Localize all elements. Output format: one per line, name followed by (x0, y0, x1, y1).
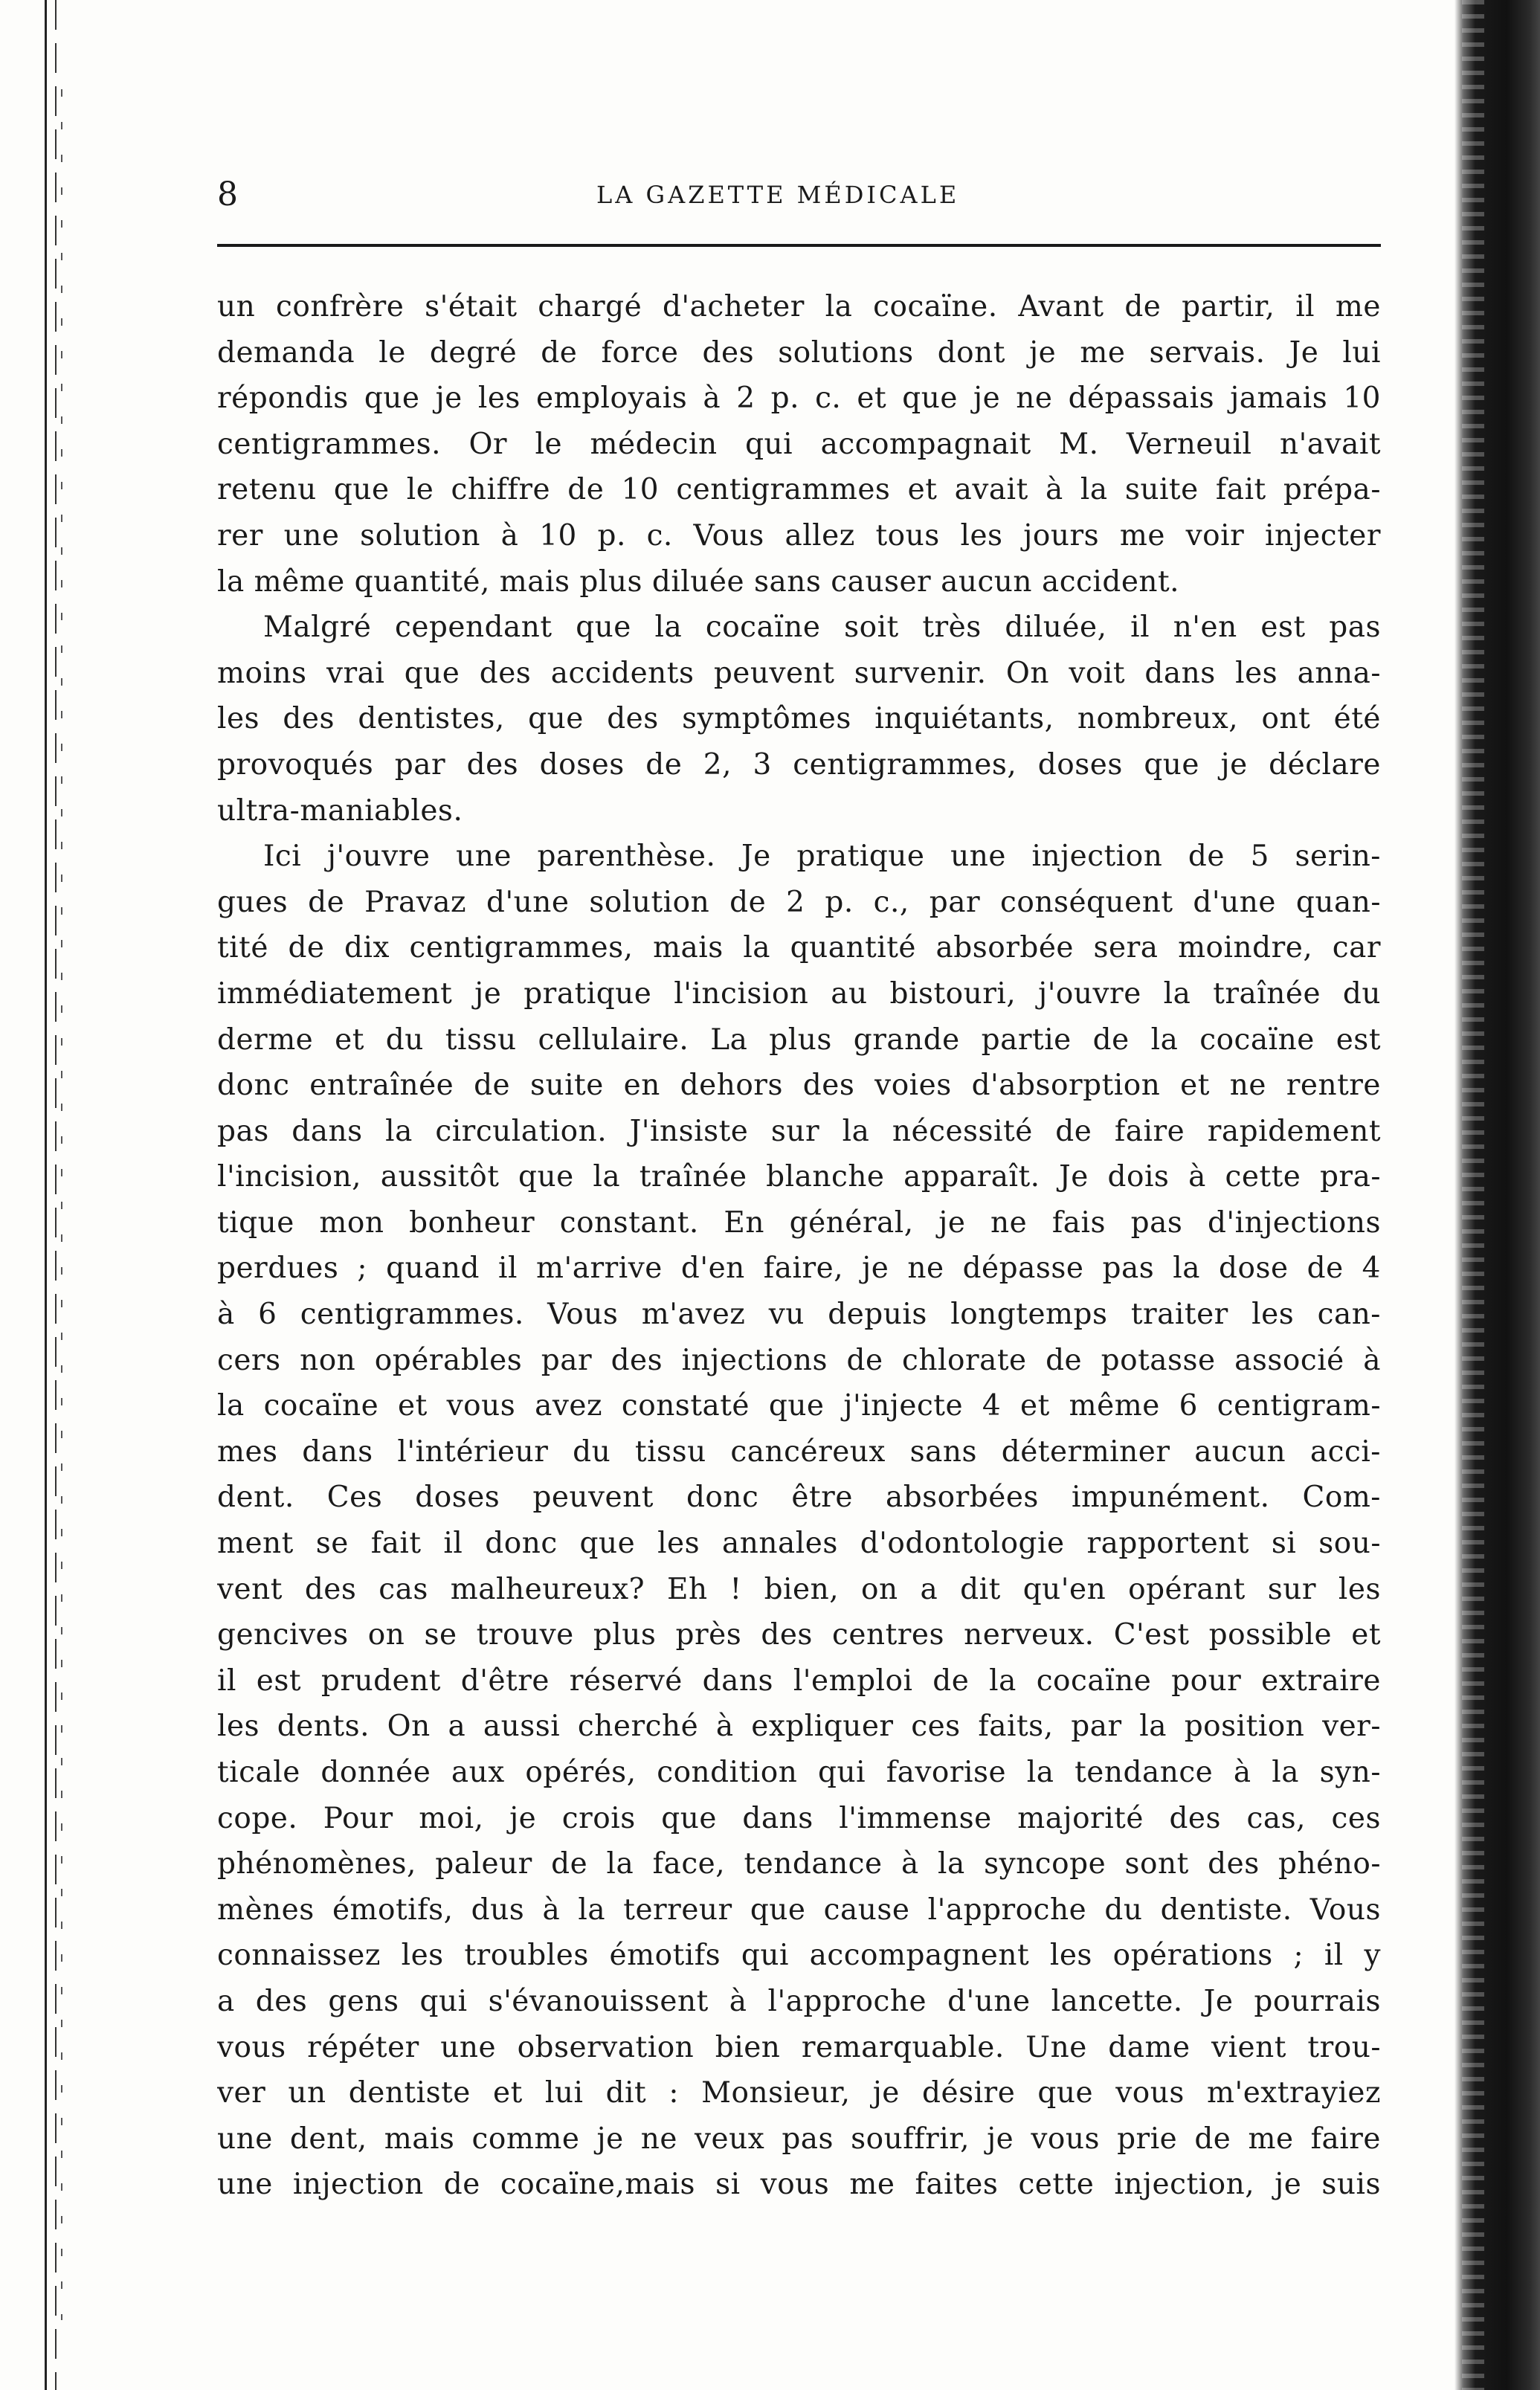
binding-edge-specks (61, 89, 62, 2320)
left-scan-margin (0, 0, 71, 2390)
text-line: une dent, mais comme je ne veux pas souffrir, je vous prie de me faire (217, 2122, 1381, 2156)
text-line: cope. Pour moi, je crois que dans l'immense majorité des cas, ces (217, 1801, 1381, 1835)
text-line: derme et du tissu cellulaire. La plus grande partie de la cocaïne est (217, 1022, 1381, 1057)
text-line: un confrère s'était chargé d'acheter la cocaïne. Avant de partir, il me (217, 290, 1381, 323)
text-line: il est prudent d'être réservé dans l'emploi de la cocaïne pour extraire (217, 1663, 1381, 1698)
text-line: rer une solution à 10 p. c. Vous allez tous les jours me voir injecter (217, 518, 1381, 553)
text-line: vent des cas malheureux? Eh ! bien, on a dit qu'en opérant sur les (217, 1572, 1381, 1606)
text-line: retenu que le chiffre de 10 centigrammes et avait à la suite fait prépa- (217, 473, 1381, 507)
text-line: mes dans l'intérieur du tissu cancéreux sans déterminer aucun acci- (217, 1434, 1381, 1469)
text-line: perdues ; quand il m'arrive d'en faire, je ne dépasse pas la dose de 4 (217, 1252, 1381, 1286)
text-line: provoqués par des doses de 2, 3 centigrammes, doses que je déclare (217, 747, 1381, 782)
text-line: a des gens qui s'évanouissent à l'approche d'une lancette. Je pourrais (217, 1984, 1381, 2018)
text-line: ment se fait il donc que les annales d'odontologie rapportent si sou- (217, 1527, 1381, 1561)
text-line: phénomènes, paleur de la face, tendance à la syncope sont des phéno- (217, 1847, 1381, 1881)
text-line: les dents. On a aussi cherché à expliquer ces faits, par la position ver- (217, 1710, 1381, 1744)
text-line: gencives on se trouve plus près des centres nerveux. C'est possible et (217, 1618, 1381, 1652)
text-line: tique mon bonheur constant. En général, je ne fais pas d'injections (217, 1205, 1381, 1240)
text-line: mènes émotifs, dus à la terreur que cause l'approche du dentiste. Vous (217, 1893, 1381, 1927)
text-line: à 6 centigrammes. Vous m'avez vu depuis longtemps traiter les can- (217, 1298, 1381, 1332)
text-line: centigrammes. Or le médecin qui accompagnait M. Verneuil n'avait (217, 427, 1381, 461)
text-line: Ici j'ouvre une parenthèse. Je pratique une injection de 5 serin- (263, 840, 1381, 874)
text-line: les des dentistes, que des symptômes inquiétants, nombreux, ont été (217, 702, 1381, 736)
header-rule (217, 244, 1381, 247)
body-text (217, 284, 1381, 2208)
text-line: donc entraînée de suite en dehors des voies d'absorption et ne rentre (217, 1069, 1381, 1103)
text-line: gues de Pravaz d'une solution de 2 p. c., par conséquent d'une quan- (217, 885, 1381, 919)
text-line: la cocaïne et vous avez constaté que j'injecte 4 et même 6 centigram- (217, 1389, 1381, 1423)
text-line: demanda le degré de force des solutions dont je me servais. Je lui (217, 335, 1381, 370)
running-title: LA GAZETTE MÉDICALE (596, 181, 960, 209)
binding-edge-line (45, 0, 47, 2390)
right-scan-border (1454, 0, 1540, 2390)
right-border-texture (1462, 0, 1484, 2390)
text-line: moins vrai que des accidents peuvent survenir. On voit dans les anna- (217, 656, 1381, 690)
text-line: dent. Ces doses peuvent donc être absorbées impunément. Com- (217, 1481, 1381, 1515)
text-line: immédiatement je pratique l'incision au bistouri, j'ouvre la traînée du (217, 976, 1381, 1011)
page-header (217, 173, 1377, 217)
text-line: l'incision, aussitôt que la traînée blanche apparaît. Je dois à cette pra- (217, 1160, 1381, 1194)
text-line: ver un dentiste et lui dit : Monsieur, je désire que vous m'extrayiez (217, 2076, 1381, 2110)
page-number: 8 (217, 175, 238, 213)
text-line: connaissez les troubles émotifs qui accompagnent les opérations ; il y (217, 1939, 1381, 1973)
text-line: pas dans la circulation. J'insiste sur la nécessité de faire rapidement (217, 1114, 1381, 1148)
text-line: ticale donnée aux opérés, condition qui favorise la tendance à la syn- (217, 1756, 1381, 1789)
binding-edge-dashes (55, 0, 57, 2390)
text-line: répondis que je les employais à 2 p. c. et que je ne dépassais jamais 10 (217, 381, 1381, 416)
text-line: une injection de cocaïne,mais si vous me faites cette injection, je suis (217, 2168, 1381, 2202)
text-line: tité de dix centigrammes, mais la quantité absorbée sera moindre, car (217, 931, 1381, 965)
text-line: Malgré cependant que la cocaïne soit très diluée, il n'en est pas (263, 611, 1381, 645)
text-line: ultra-maniables. (217, 793, 463, 828)
text-line: cers non opérables par des injections de chlorate de potasse associé à (217, 1343, 1381, 1377)
text-line: vous répéter une observation bien remarquable. Une dame vient trou- (217, 2030, 1381, 2064)
text-line: la même quantité, mais plus diluée sans causer aucun accident. (217, 564, 1180, 599)
